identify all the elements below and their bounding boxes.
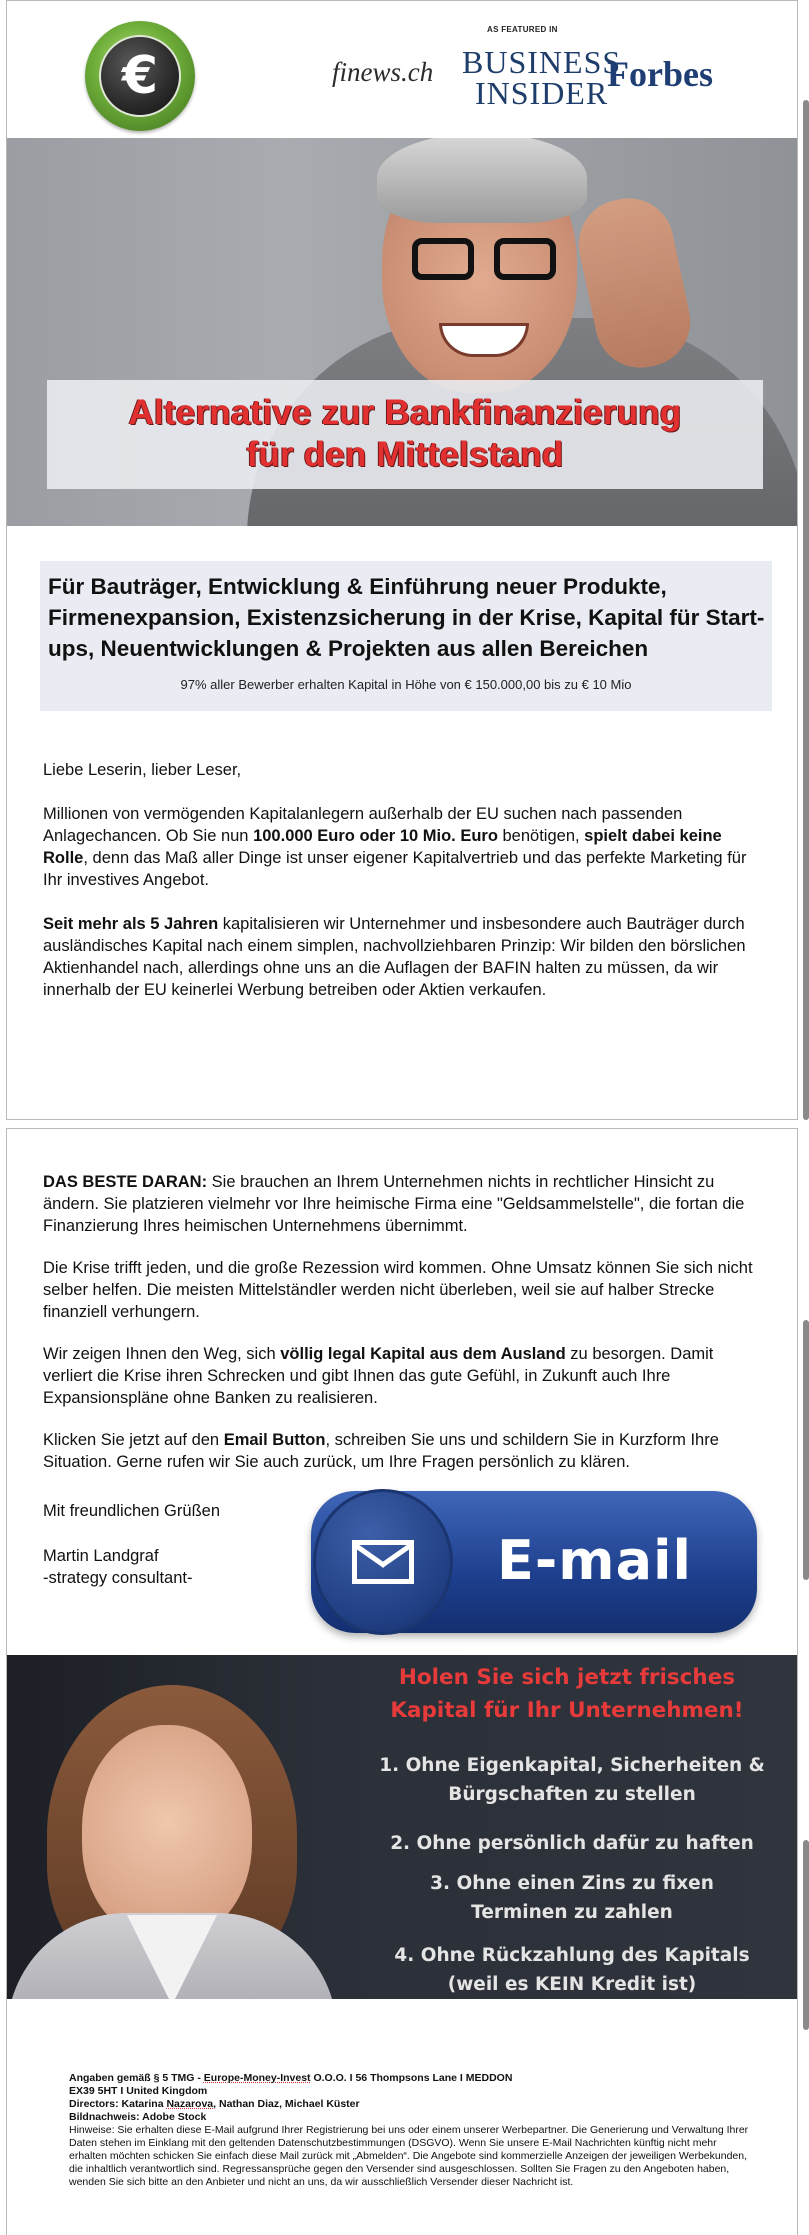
benefit-item-4: 4. Ohne Rückzahlung des Kapitals (weil es KEIN Kredit ist) [394, 1945, 750, 1995]
footer-directors: Directors: Katarina Nazarova, Nathan Diaz, Michael Küster [69, 2098, 360, 2110]
paragraph-1: Millionen von vermögenden Kapitalanlegern außerhalb der EU suchen nach passenden Anlagechancen. Ob Sie nun 100.000 Euro oder 10 Mio. Euro benötigen, spielt dabei keine Rolle, denn das Maß aller Dinge ist unser eigener Kapitalvertrieb und das perfekte Marketing für Ihr investives Angebot. [43, 805, 747, 889]
signature-role: -strategy consultant- [43, 1569, 193, 1587]
hero-title-line2: für den Mittelstand [246, 435, 564, 474]
intro-note: 97% aller Bewerber erhalten Kapital in Höhe von € 150.000,00 bis zu € 10 Mio [180, 677, 632, 692]
euro-icon: € [99, 35, 181, 117]
footer-legal [69, 2072, 749, 2189]
euro-logo [85, 21, 195, 131]
paragraph-3: DAS BESTE DARAN: Sie brauchen an Ihrem Unternehmen nichts in rechtlicher Hinsicht zu ändern. Sie platzieren vielmehr vor Ihre heimische Firma eine "Geldsammelstelle", die fortan die Finanzierung Ihres heimischen Unternehmens übernimmt. [43, 1173, 745, 1235]
paragraph-2: Seit mehr als 5 Jahren kapitalisieren wir Unternehmer und insbesondere auch Bauträger durch ausländisches Kapital nach einem simplen, nachvollziehbaren Prinzip: Wir bilden den börslichen Aktienhandel nach, allerdings ohne uns an die Auflagen der BAFIN halten zu müssen, da wir innerhalb der EU keinerlei Werbung betreiben oder Aktien verkaufen. [43, 915, 746, 999]
benefits-banner [7, 1655, 797, 1999]
footer-imprint-line2: EX39 5HT I United Kingdom [69, 2085, 208, 2097]
email-section-bottom [6, 1128, 798, 2235]
email-icon-circle [313, 1489, 453, 1635]
scrollbar-bottom[interactable] [803, 1320, 809, 1580]
footer-image-credit: Bildnachweis: Adobe Stock [69, 2111, 207, 2123]
footer-disclaimer: Hinweise: Sie erhalten diese E-Mail aufgrund Ihrer Registrierung bei uns oder einem unserer Werbepartner. Die Generierung und Verwaltung Ihrer Daten stehen im Einklang mit den geltenden Datenschutzbestimmungen (DSGVO). Wenn Sie unsere E-Mail Nachrichten künftig nicht mehr erhalten möchten schicken Sie einfach diese Mail zurück mit „Abmelden“. Die Angebote sind kommerzielle Anzeigen der jeweiligen Werbekunden, die inhaltlich verantwortlich sind. Regressansprüche gegen den Versender sind ausgeschlossen. Sollten Sie Fragen zu den Angeboten haben, wenden Sie sich bitte an den Anbieter und nicht an uns, da wir ausschließlich Versender dieser Nachricht ist. [69, 2124, 749, 2188]
benefit-item-3: 3. Ohne einen Zins zu fixen Terminen zu zahlen [430, 1873, 714, 1923]
hero-title-box [47, 380, 763, 489]
paragraph-6: Klicken Sie jetzt auf den Email Button, schreiben Sie uns und schildern Sie in Kurzform Ihre Situation. Gerne rufen wir Sie auch zurück, um Ihre Fragen persönlich zu klären. [43, 1431, 719, 1471]
banner-title-line2: Kapital für Ihr Unternehmen! [390, 1698, 744, 1723]
banner-title [337, 1661, 797, 1727]
email-button-label: E-mail [497, 1529, 693, 1592]
signature-name: Martin Landgraf [43, 1547, 159, 1565]
hero-image [7, 138, 797, 526]
finews-logo: finews.ch [332, 57, 434, 87]
benefit-item-1: 1. Ohne Eigenkapital, Sicherheiten & Bürgschaften zu stellen [379, 1755, 765, 1805]
intro-box [40, 561, 772, 711]
hero-man-hair [377, 138, 587, 223]
business-insider-line2: INSIDER [474, 75, 609, 111]
scrollbar-top[interactable] [803, 100, 809, 1120]
banner-woman-face [82, 1725, 252, 1940]
scrollbar-bottom-2[interactable] [803, 1840, 809, 2030]
business-insider-logo [462, 44, 622, 111]
email-button[interactable] [311, 1491, 757, 1633]
greeting: Liebe Leserin, lieber Leser, [43, 761, 242, 779]
envelope-icon [352, 1540, 414, 1584]
as-featured-in-label: AS FEATURED IN [487, 25, 558, 34]
business-insider-line1: BUSINESS [462, 44, 622, 80]
hero-title [47, 380, 763, 476]
email-section-top [6, 0, 798, 1120]
intro-headline: Für Bauträger, Entwicklung & Einführung neuer Produkte, Firmenexpansion, Existenzsicherung in der Krise, Kapital für Start-ups, Neuentwicklungen & Projekten aus allen Bereichen [48, 574, 765, 661]
banner-title-line1: Holen Sie sich jetzt frisches [398, 1665, 736, 1690]
paragraph-4: Die Krise trifft jeden, und die große Rezession wird kommen. Ohne Umsatz können Sie sich nicht selber helfen. Die meisten Mittelständler werden nicht überleben, weil sie auf halber Strecke finanziell verhungern. [43, 1259, 753, 1321]
hero-title-line1: Alternative zur Bankfinanzierung [128, 393, 682, 432]
closing: Mit freundlichen Grüßen [43, 1502, 220, 1520]
forbes-logo: Forbes [607, 54, 713, 94]
hero-man-glasses [412, 238, 562, 283]
benefit-item-2: 2. Ohne persönlich dafür zu haften [390, 1833, 754, 1854]
paragraph-5: Wir zeigen Ihnen den Weg, sich völlig legal Kapital aus dem Ausland zu besorgen. Damit verliert die Krise ihren Schrecken und gibt Ihnen das gute Gefühl, in Zukunft auch Ihre Expansionspläne ohne Banken zu realisieren. [43, 1345, 714, 1407]
footer-imprint-line1: Angaben gemäß § 5 TMG - Europe-Money-Invest O.O.O. I 56 Thompsons Lane I MEDDON [69, 2072, 513, 2084]
